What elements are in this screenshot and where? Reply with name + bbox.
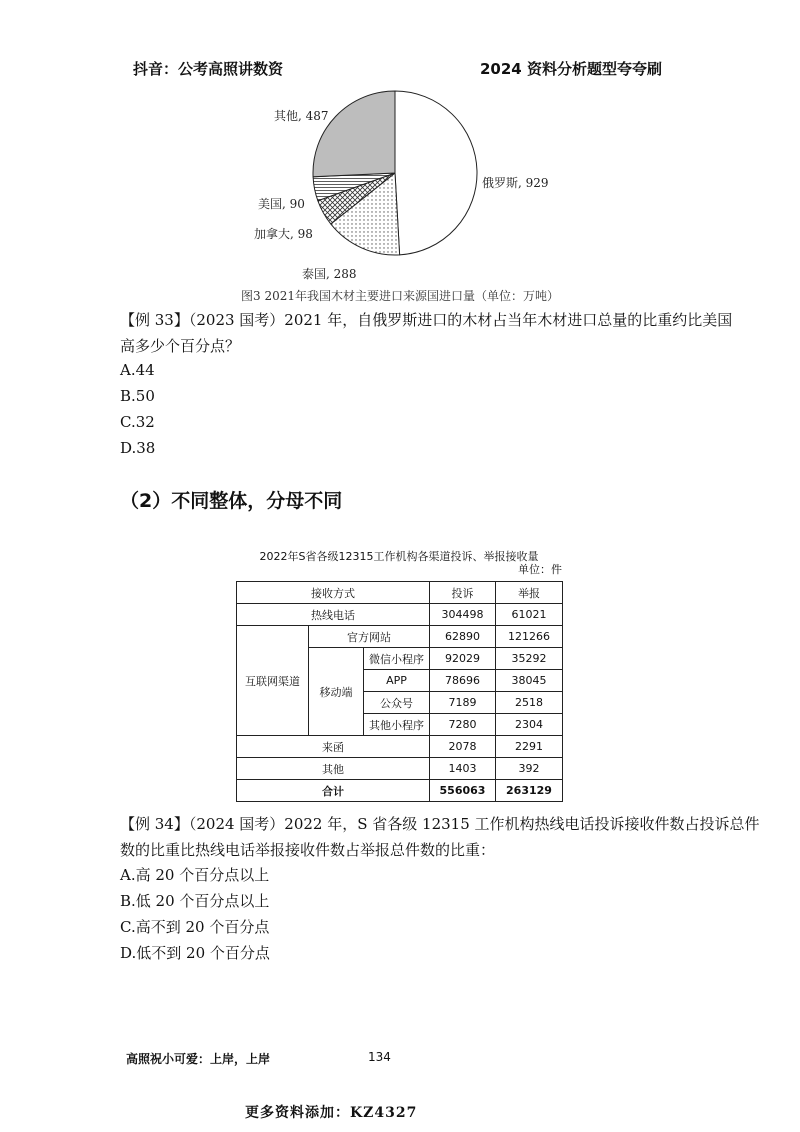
pie-label-thailand: 泰国, 288 bbox=[302, 267, 357, 281]
table-cell: 官方网站 bbox=[309, 626, 430, 648]
section-heading: （2）不同整体，分母不同 bbox=[120, 490, 343, 512]
pie-chart bbox=[230, 90, 610, 290]
q34-option-c: C.高不到 20 个百分点 bbox=[120, 918, 270, 936]
q34-option-a: A.高 20 个百分点以上 bbox=[120, 866, 270, 884]
table-cell: 61021 bbox=[496, 604, 563, 626]
q33-option-b: B.50 bbox=[120, 387, 155, 405]
table-unit: 单位：件 bbox=[518, 563, 562, 576]
q33-text-line1: 【例 33】（2023 国考）2021 年，自俄罗斯进口的木材占当年木材进口总量的比重约比美国 bbox=[120, 311, 733, 329]
q34-text-line2: 数的比重比热线电话举报接收件数占举报总件数的比重： bbox=[120, 841, 496, 859]
table-title: 2022年S省各级12315工作机构各渠道投诉、举报接收量 bbox=[259, 550, 539, 563]
footer-left: 高照祝小可爱：上岸，上岸 bbox=[126, 1052, 271, 1066]
pie-slice-other bbox=[313, 91, 395, 177]
data-table bbox=[236, 581, 563, 802]
table-row bbox=[237, 758, 563, 780]
header-left: 抖音：公考高照讲数资 bbox=[133, 60, 284, 78]
table-row bbox=[237, 736, 563, 758]
table-cell: 263129 bbox=[496, 780, 563, 802]
q33-option-a: A.44 bbox=[120, 361, 155, 379]
table-header-cell: 举报 bbox=[496, 582, 563, 604]
table-cell: 304498 bbox=[430, 604, 496, 626]
page-number: 134 bbox=[368, 1050, 391, 1064]
pie-label-usa: 美国, 90 bbox=[258, 197, 305, 211]
pie-label-other: 其他, 487 bbox=[274, 109, 329, 123]
table-row bbox=[237, 626, 563, 648]
table-cell: 35292 bbox=[496, 648, 563, 670]
table-cell: 热线电话 bbox=[237, 604, 430, 626]
watermark-text: 更多资料添加：KZ4327 bbox=[245, 1105, 418, 1121]
q34-option-b: B.低 20 个百分点以上 bbox=[120, 892, 270, 910]
table-header-row bbox=[237, 582, 563, 604]
table-cell: 公众号 bbox=[364, 692, 430, 714]
q33-option-c: C.32 bbox=[120, 413, 155, 431]
q34-option-d: D.低不到 20 个百分点 bbox=[120, 944, 270, 962]
table-cell: APP bbox=[364, 670, 430, 692]
table-cell: 7280 bbox=[430, 714, 496, 736]
table-total-row bbox=[237, 780, 563, 802]
table-cell: 556063 bbox=[430, 780, 496, 802]
table-header-cell: 投诉 bbox=[430, 582, 496, 604]
table-cell: 7189 bbox=[430, 692, 496, 714]
pie-caption: 图3 2021年我国木材主要进口来源国进口量（单位：万吨） bbox=[241, 289, 559, 303]
table-cell: 微信小程序 bbox=[364, 648, 430, 670]
pie-label-russia: 俄罗斯, 929 bbox=[482, 176, 549, 190]
table-cell: 2078 bbox=[430, 736, 496, 758]
q33-option-d: D.38 bbox=[120, 439, 156, 457]
header-right: 2024 资料分析题型夸夸刷 bbox=[480, 60, 662, 78]
table-cell: 互联网渠道 bbox=[237, 626, 309, 736]
table-cell: 121266 bbox=[496, 626, 563, 648]
table-cell: 1403 bbox=[430, 758, 496, 780]
pie-slice-russia bbox=[395, 91, 477, 255]
table-cell: 2304 bbox=[496, 714, 563, 736]
pie-label-canada: 加拿大, 98 bbox=[254, 227, 313, 241]
table-header-cell: 接收方式 bbox=[237, 582, 430, 604]
table-cell: 移动端 bbox=[309, 648, 364, 736]
table-cell: 92029 bbox=[430, 648, 496, 670]
q34-text-line1: 【例 34】（2024 国考）2022 年，S 省各级 12315 工作机构热线电话投诉接收件数占投诉总件 bbox=[120, 815, 760, 833]
q33-text-line2: 高多少个百分点？ bbox=[120, 337, 241, 355]
table-cell: 38045 bbox=[496, 670, 563, 692]
table-cell: 合计 bbox=[237, 780, 430, 802]
table-cell: 其他 bbox=[237, 758, 430, 780]
table-cell: 2518 bbox=[496, 692, 563, 714]
table-cell: 62890 bbox=[430, 626, 496, 648]
table-cell: 其他小程序 bbox=[364, 714, 430, 736]
table-cell: 392 bbox=[496, 758, 563, 780]
table-cell: 2291 bbox=[496, 736, 563, 758]
table-cell: 78696 bbox=[430, 670, 496, 692]
table-cell: 来函 bbox=[237, 736, 430, 758]
table-row bbox=[237, 604, 563, 626]
